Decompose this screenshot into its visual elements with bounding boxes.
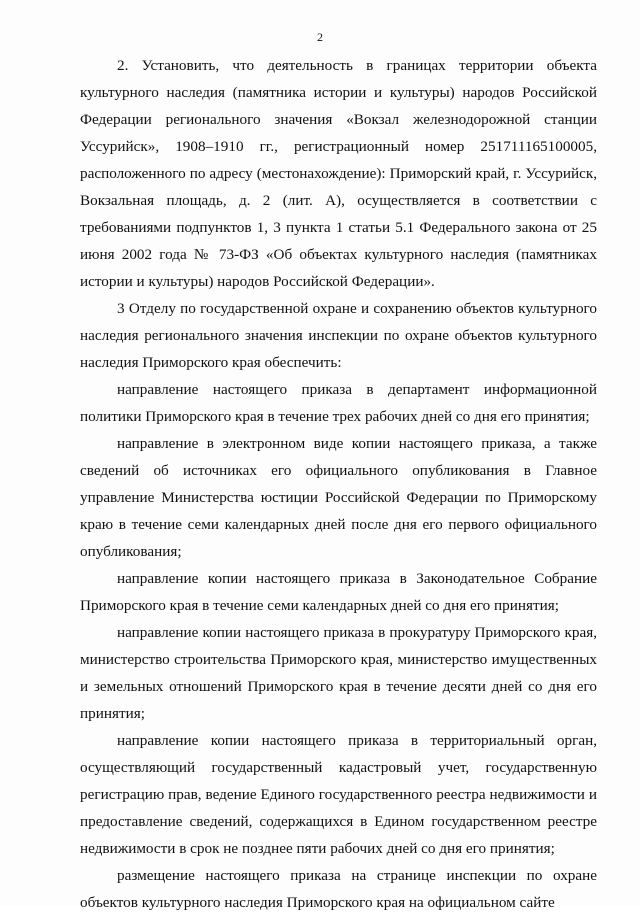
- paragraph-item-3: 3 Отделу по государственной охране и сохранению объектов культурного наследия регионального значения инспекции по охране объектов культурного наследия Приморского края обеспечить:: [80, 300, 597, 371]
- paragraph-item-2: 2. Установить, что деятельность в границах территории объекта культурного наследия (памятника истории и культуры) народов Российской Федерации регионального значения «Вокзал железнодорожной станции Уссурийск», 1908–1910 гг., регистрационный номер 251711165100005, расположенного по адресу (местонахождение): Приморский край, г. Уссурийск, Вокзальная площадь, д. 2 (лит. А), осуществляется в соответствии с требованиями подпунктов 1, 3 пункта 1 статьи 5.1 Федерального закона от 25 июня 2002 года № 73-ФЗ «Об объектах культурного наследия (памятниках истории и культуры) народов Российской Федерации».: [80, 57, 597, 290]
- paragraph-website: размещение настоящего приказа на странице инспекции по охране объектов культурного наследия Приморского края на официальном сайте: [80, 867, 597, 911]
- paragraph-legislative-assembly: направление копии настоящего приказа в Законодательное Собрание Приморского края в течение семи календарных дней со дня его принятия;: [80, 570, 597, 614]
- paragraph-prosecutor: направление копии настоящего приказа в прокуратуру Приморского края, министерство строительства Приморского края, министерство имущественных и земельных отношений Приморского края в течение десяти дней со дня его принятия;: [80, 624, 597, 722]
- paragraph-justice-ministry: направление в электронном виде копии настоящего приказа, а также сведений об источниках его официального опубликования в Главное управление Министерства юстиции Российской Федерации по Приморскому краю в течение семи календарных дней после дня его первого официального опубликования;: [80, 435, 597, 560]
- paragraph-info-policy: направление настоящего приказа в департамент информационной политики Приморского края в течение трех рабочих дней со дня его принятия;: [80, 381, 597, 425]
- paragraph-cadastral: направление копии настоящего приказа в территориальный орган, осуществляющий государственный кадастровый учет, государственную регистрацию прав, ведение Единого государственного реестра недвижимости и предоставление сведений, содержащихся в Едином государственном реестре недвижимости в срок не позднее пяти рабочих дней со дня его принятия;: [80, 732, 597, 857]
- document-body: [80, 52, 597, 916]
- page-number: 2: [317, 30, 323, 44]
